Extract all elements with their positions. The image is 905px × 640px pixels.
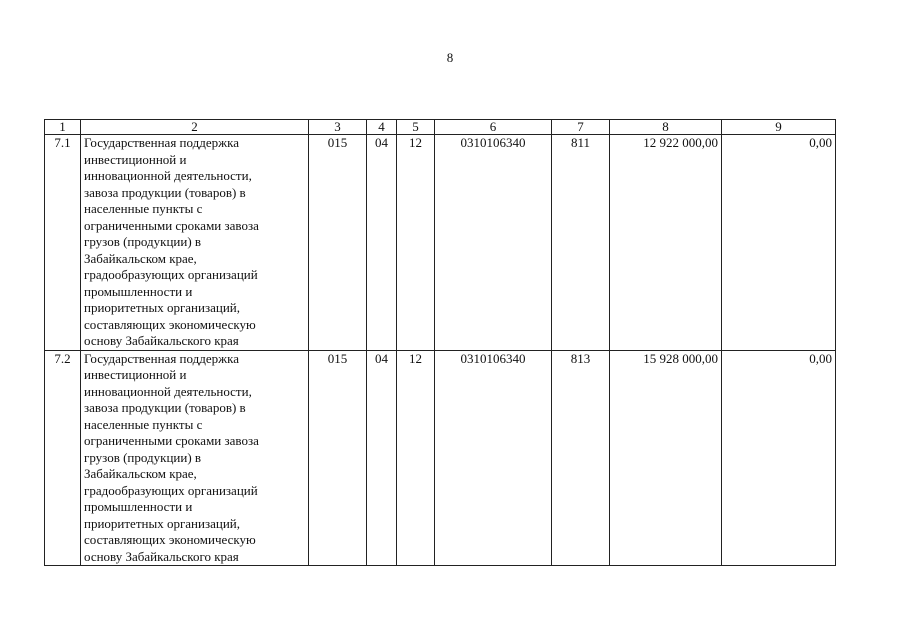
column-header-1: 1: [45, 120, 81, 135]
cell-code-7: 813: [552, 350, 610, 566]
budget-table: [44, 119, 836, 566]
column-header-5: 5: [397, 120, 435, 135]
table-row: [45, 135, 836, 351]
column-header-2: 2: [81, 120, 309, 135]
row-description: Государственная поддержка инвестиционной и инновационной деятельности, завоза продукции (товаров) в населенные пункты с ограниченными сроками завоза грузов (продукции) в Забайкальском крае, градообразующих организаций промышленности и приоритетных организаций, составляющих экономическую основу Забайкальского края: [81, 135, 309, 351]
cell-code-3: 015: [309, 350, 367, 566]
page-number: 8: [446, 50, 454, 65]
row-number: 7.1: [45, 135, 81, 351]
cell-code-5: 12: [397, 350, 435, 566]
column-header-3: 3: [309, 120, 367, 135]
cell-code-4: 04: [367, 350, 397, 566]
column-header-6: 6: [435, 120, 552, 135]
cell-code-6: 0310106340: [435, 350, 552, 566]
cell-code-5: 12: [397, 135, 435, 351]
cell-amount-9: 0,00: [722, 350, 836, 566]
row-number: 7.2: [45, 350, 81, 566]
table-row: [45, 350, 836, 566]
column-header-9: 9: [722, 120, 836, 135]
column-header-7: 7: [552, 120, 610, 135]
cell-amount-8: 12 922 000,00: [610, 135, 722, 351]
cell-code-6: 0310106340: [435, 135, 552, 351]
cell-amount-9: 0,00: [722, 135, 836, 351]
column-header-4: 4: [367, 120, 397, 135]
row-description: Государственная поддержка инвестиционной и инновационной деятельности, завоза продукции (товаров) в населенные пункты с ограниченными сроками завоза грузов (продукции) в Забайкальском крае, градообразующих организаций промышленности и приоритетных организаций, составляющих экономическую основу Забайкальского края: [81, 350, 309, 566]
column-header-8: 8: [610, 120, 722, 135]
cell-code-3: 015: [309, 135, 367, 351]
cell-code-7: 811: [552, 135, 610, 351]
cell-code-4: 04: [367, 135, 397, 351]
table-header-row: [45, 120, 836, 135]
cell-amount-8: 15 928 000,00: [610, 350, 722, 566]
